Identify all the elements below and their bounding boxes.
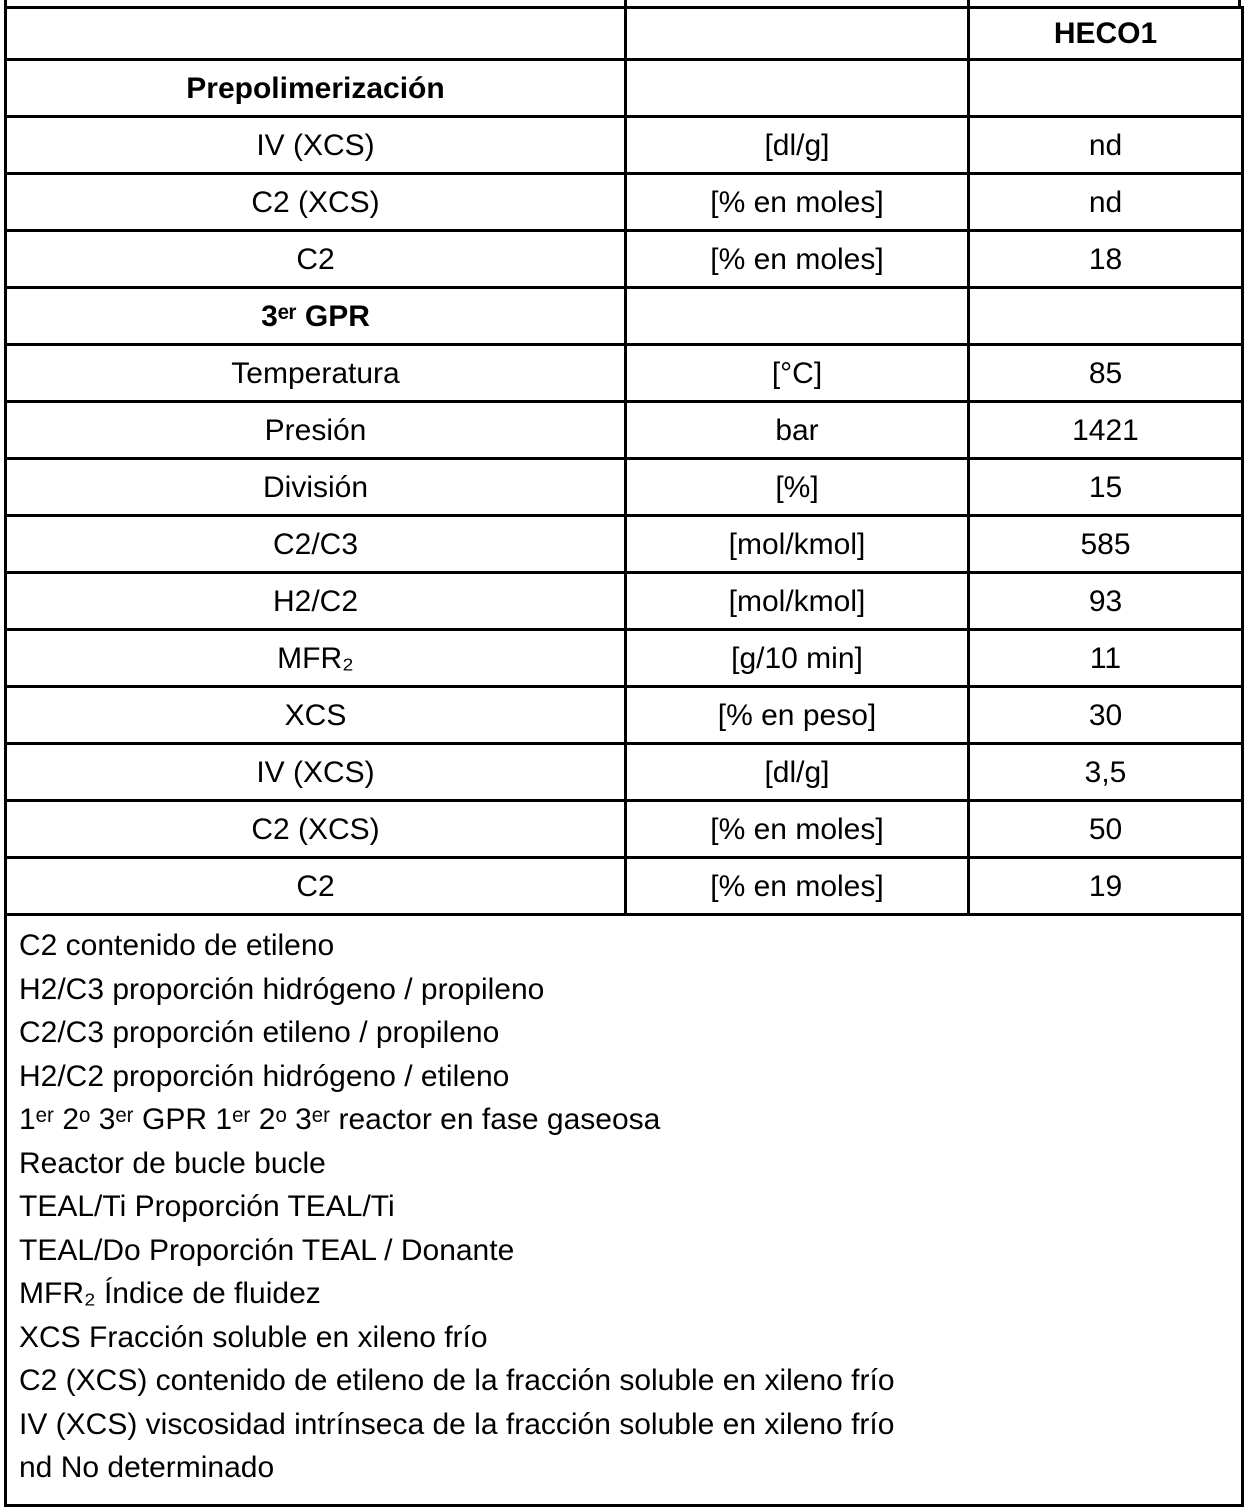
column-divider-stub-1 xyxy=(624,0,627,6)
table-row xyxy=(6,630,1243,687)
value-cell: 93 xyxy=(969,573,1243,630)
value-cell xyxy=(969,288,1243,345)
table-row xyxy=(6,858,1243,915)
unit-cell: [% en peso] xyxy=(626,687,969,744)
footnote-line: H2/C2 proporción hidrógeno / etileno xyxy=(19,1059,510,1093)
footnote-line: C2 (XCS) contenido de etileno de la fracción soluble en xileno frío xyxy=(19,1364,895,1397)
footnote-line: TEAL/Do Proporción TEAL / Donante xyxy=(19,1233,515,1267)
param-cell: IV (XCS) xyxy=(6,117,626,174)
footnote-line: IV (XCS) viscosidad intrínseca de la fracción soluble en xileno frío xyxy=(19,1407,895,1441)
table-row xyxy=(6,687,1243,744)
unit-cell: [% en moles] xyxy=(626,231,969,288)
value-cell: 11 xyxy=(969,630,1243,687)
param-cell: C2 xyxy=(6,858,626,915)
table-row xyxy=(6,288,1243,345)
footnotes-cell xyxy=(6,915,1243,1506)
table-row xyxy=(6,573,1243,630)
value-cell: 15 xyxy=(969,459,1243,516)
value-cell xyxy=(969,60,1243,117)
unit-cell: [°C] xyxy=(626,345,969,402)
table-row xyxy=(6,117,1243,174)
param-cell: Presión xyxy=(6,402,626,459)
footnotes-row xyxy=(6,915,1243,1506)
param-cell: División xyxy=(6,459,626,516)
value-cell: nd xyxy=(969,174,1243,231)
param-cell: C2 (XCS) xyxy=(6,801,626,858)
param-cell: C2 (XCS) xyxy=(6,174,626,231)
header-cell-param xyxy=(6,8,626,60)
column-divider-stub-2 xyxy=(967,0,970,6)
table-row xyxy=(6,744,1243,801)
section-cell-3er-gpr: 3ᵉʳ GPR xyxy=(6,288,626,345)
value-cell: 50 xyxy=(969,801,1243,858)
value-cell: 85 xyxy=(969,345,1243,402)
unit-cell: [mol/kmol] xyxy=(626,573,969,630)
footnote-line: 1ᵉʳ 2ᵒ 3ᵉʳ GPR 1ᵉʳ 2ᵒ 3ᵉʳ reactor en fase gaseosa xyxy=(19,1103,661,1136)
table-row xyxy=(6,402,1243,459)
param-cell: Temperatura xyxy=(6,345,626,402)
unit-cell: [dl/g] xyxy=(626,744,969,801)
footnote-line: MFR₂ Índice de fluidez xyxy=(19,1277,321,1310)
param-cell: H2/C2 xyxy=(6,573,626,630)
table-header-row xyxy=(6,8,1243,60)
unit-cell: bar xyxy=(626,402,969,459)
table-row xyxy=(6,801,1243,858)
value-cell: 1421 xyxy=(969,402,1243,459)
parameters-table xyxy=(4,6,1244,1507)
table-cut-top-border xyxy=(4,0,1241,6)
unit-cell: [%] xyxy=(626,459,969,516)
unit-cell: [mol/kmol] xyxy=(626,516,969,573)
unit-cell: [% en moles] xyxy=(626,801,969,858)
footnote-line: C2 contenido de etileno xyxy=(19,929,335,962)
table-row xyxy=(6,231,1243,288)
value-cell: nd xyxy=(969,117,1243,174)
table-row xyxy=(6,345,1243,402)
param-cell: C2 xyxy=(6,231,626,288)
param-cell: IV (XCS) xyxy=(6,744,626,801)
unit-cell xyxy=(626,288,969,345)
footnote-line: Reactor de bucle bucle xyxy=(19,1146,326,1180)
value-cell: 3,5 xyxy=(969,744,1243,801)
table-row xyxy=(6,459,1243,516)
unit-cell xyxy=(626,60,969,117)
footnote-line: TEAL/Ti Proporción TEAL/Ti xyxy=(19,1190,395,1223)
unit-cell: [% en moles] xyxy=(626,174,969,231)
table-row xyxy=(6,516,1243,573)
value-cell: 30 xyxy=(969,687,1243,744)
table-row xyxy=(6,60,1243,117)
param-cell: XCS xyxy=(6,687,626,744)
footnote-line: C2/C3 proporción etileno / propileno xyxy=(19,1016,500,1049)
unit-cell: [dl/g] xyxy=(626,117,969,174)
column-header-heco1: HECO1 xyxy=(969,8,1243,60)
value-cell: 18 xyxy=(969,231,1243,288)
unit-cell: [% en moles] xyxy=(626,858,969,915)
footnote-line: H2/C3 proporción hidrógeno / propileno xyxy=(19,972,545,1006)
unit-cell: [g/10 min] xyxy=(626,630,969,687)
param-cell: MFR₂ xyxy=(6,630,626,687)
table-row xyxy=(6,174,1243,231)
value-cell: 19 xyxy=(969,858,1243,915)
section-cell-prepolimerizacion: Prepolimerización xyxy=(6,60,626,117)
footnote-line: nd No determinado xyxy=(19,1451,275,1484)
param-cell: C2/C3 xyxy=(6,516,626,573)
footnote-line: XCS Fracción soluble en xileno frío xyxy=(19,1320,488,1354)
value-cell: 585 xyxy=(969,516,1243,573)
header-cell-unit xyxy=(626,8,969,60)
